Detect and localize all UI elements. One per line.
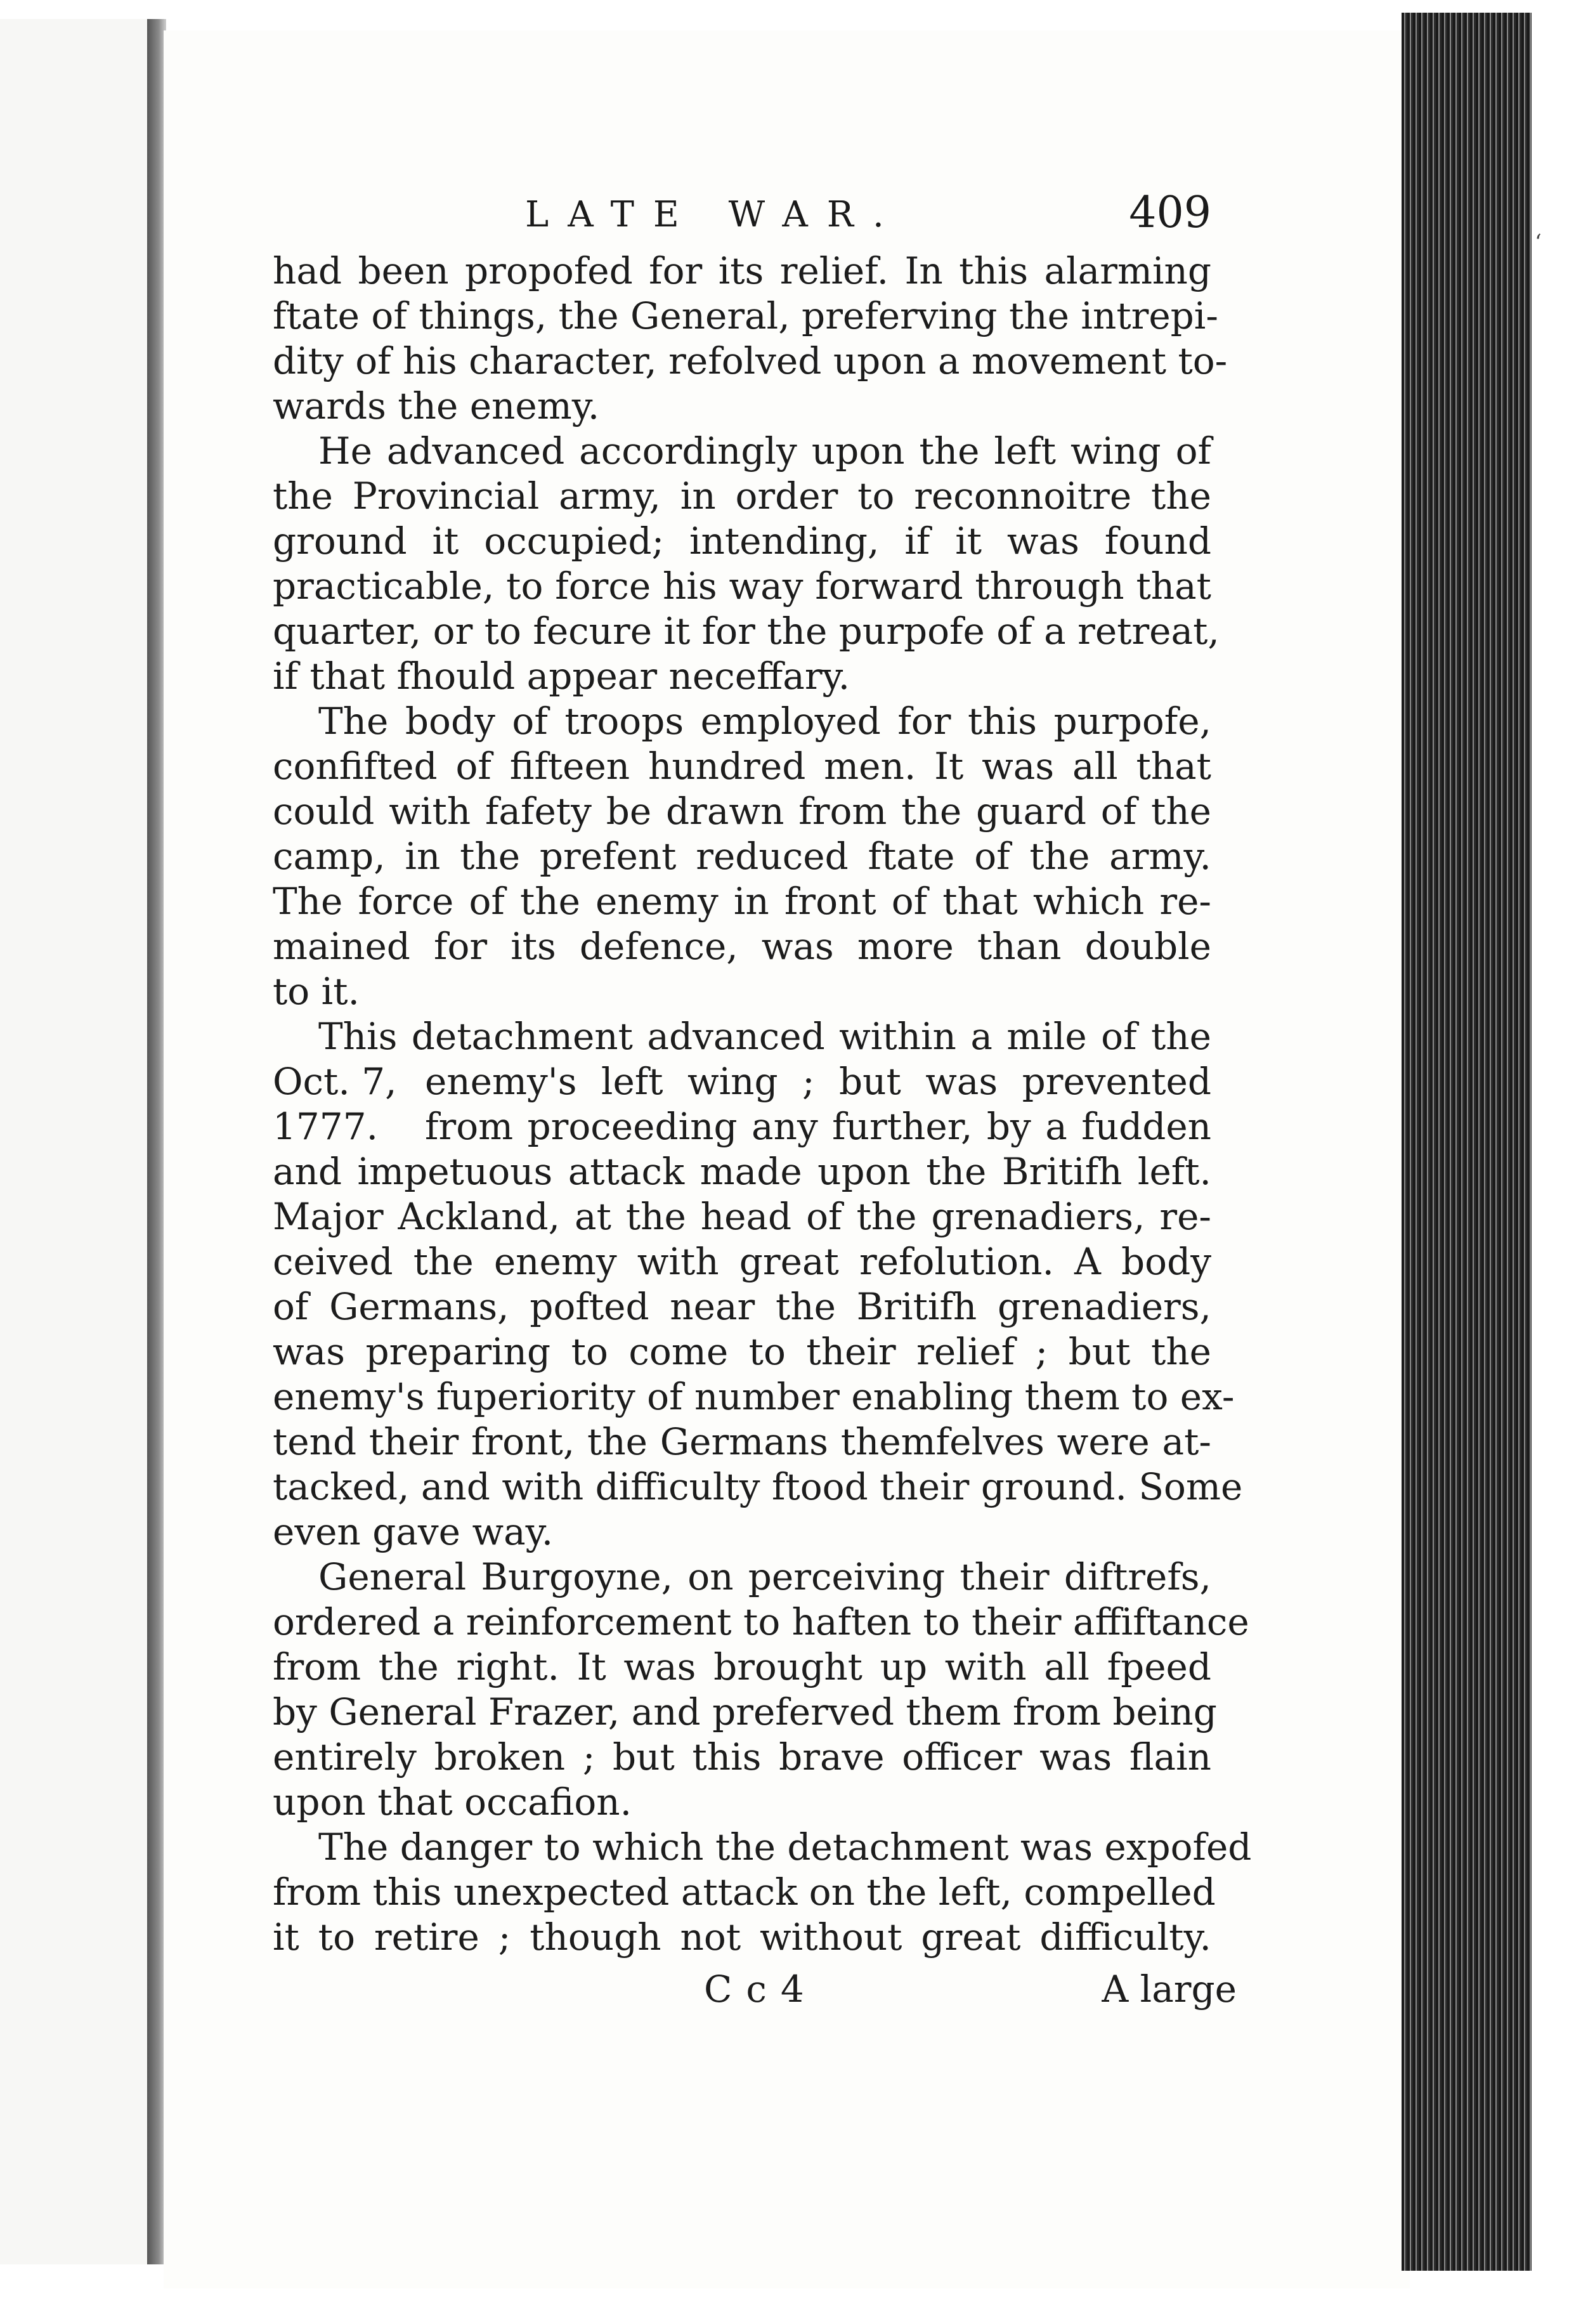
page-body [273, 249, 1252, 1960]
text-line: even gave way. [273, 1510, 554, 1553]
text-line: by General Frazer, and preferved them from being [273, 1690, 1217, 1733]
text-line: was preparing to come to their relief ; but the [273, 1330, 1211, 1373]
paragraph-1 [273, 249, 1228, 429]
text-line: from the right. It was brought up with all fpeed [273, 1645, 1211, 1688]
text-line: and impetuous attack made upon the Britifh left. [273, 1150, 1211, 1193]
text-line: The danger to which the detachment was expofed [318, 1825, 1252, 1869]
marginal-year: 1777. [273, 1105, 379, 1148]
text-line: mained for its defence, was more than double [273, 925, 1211, 968]
facing-page [0, 19, 156, 2264]
text-line: ground it occupied; intending, if it was found [273, 519, 1211, 563]
page-header [273, 185, 1211, 242]
page-number: 409 [1129, 188, 1211, 238]
text-line: tacked, and with difficulty ftood their ground. Some [273, 1465, 1243, 1508]
text-line: confifted of fifteen hundred men. It was all that [273, 745, 1211, 788]
signature-mark: Cc4 [704, 1968, 818, 2011]
text-line: He advanced accordingly upon the left wing of [318, 429, 1211, 473]
text-line: The body of troops employed for this purpofe, [318, 700, 1211, 743]
text-line: dity of his character, refolved upon a movement to- [273, 339, 1228, 382]
text-line: the Provincial army, in order to reconnoitre the [273, 474, 1211, 518]
text-line: could with fafety be drawn from the guard of the [273, 790, 1211, 833]
text-line: had been propofed for its relief. In this alarming [273, 249, 1211, 292]
page-footer [273, 1968, 1237, 2018]
text-line: from proceeding any further, by a fudden [425, 1105, 1211, 1148]
page-block-edges [1402, 13, 1532, 2271]
text-line: This detachment advanced within a mile of the [318, 1015, 1211, 1058]
text-line: enemy's fuperiority of number enabling them to ex- [273, 1375, 1235, 1418]
text-line: tend their front, the Germans themfelves were at- [273, 1420, 1211, 1463]
paragraph-5 [273, 1555, 1249, 1825]
text-line: ftate of things, the General, preferving the intrepi- [273, 294, 1218, 337]
text-line: it to retire ; though not without great difficulty. [273, 1916, 1211, 1959]
sidenote-row [273, 1059, 1211, 1104]
text-line: of Germans, pofted near the Britifh grenadiers, [273, 1285, 1211, 1328]
text-line: ordered a reinforcement to haften to their affiftance [273, 1600, 1249, 1643]
text-line: wards the enemy. [273, 384, 600, 428]
marginal-date: Oct. 7, [273, 1060, 397, 1103]
paragraph-2 [273, 429, 1220, 699]
text-line: upon that occafion. [273, 1780, 632, 1824]
sidenote-row [273, 1104, 1211, 1149]
text-line: practicable, to force his way forward through that [273, 565, 1211, 608]
text-line: General Burgoyne, on perceiving their diftrefs, [318, 1555, 1211, 1598]
margin-tick-mark: ʻ [1535, 230, 1542, 255]
text-line: camp, in the prefent reduced ftate of the army. [273, 835, 1211, 878]
text-line: quarter, or to fecure it for the purpofe of a retreat, [273, 610, 1220, 653]
text-line: The force of the enemy in front of that which re- [273, 880, 1211, 923]
text-line: if that fhould appear neceffary. [273, 655, 850, 698]
text-line: enemy's left wing ; but was prevented [425, 1060, 1211, 1103]
paragraph-6 [273, 1825, 1252, 1960]
text-line: entirely broken ; but this brave officer was flain [273, 1735, 1211, 1779]
text-line: Major Ackland, at the head of the grenadiers, re- [273, 1195, 1211, 1238]
paragraph-3 [273, 699, 1211, 1014]
text-line: ceived the enemy with great refolution. A body [273, 1240, 1211, 1283]
text-line: from this unexpected attack on the left, compelled [273, 1870, 1216, 1914]
running-title: LATE WAR. [525, 194, 903, 235]
paragraph-4 [273, 1014, 1243, 1555]
text-line: to it. [273, 970, 360, 1013]
catchword: A large [1102, 1968, 1237, 2011]
